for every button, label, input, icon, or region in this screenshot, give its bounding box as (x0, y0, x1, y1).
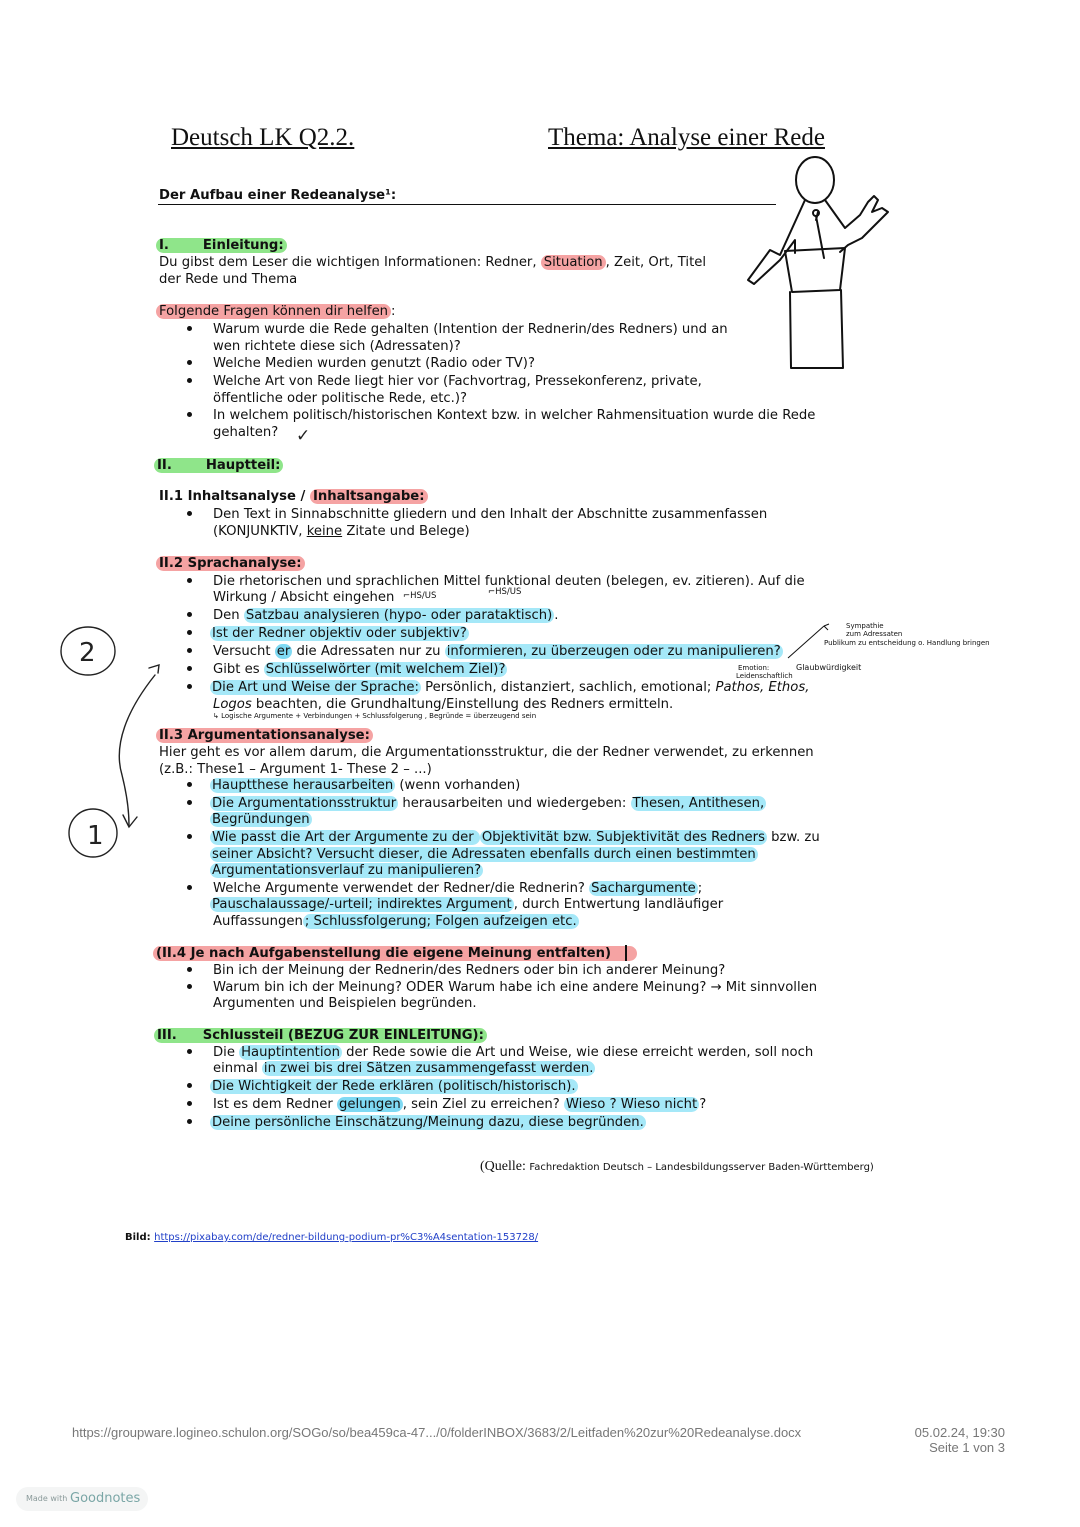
bullet (187, 360, 192, 365)
list-item-cont: wen richtete diese sich (Adressaten)? (213, 339, 461, 354)
handwritten-note: Publikum zu entscheidung o. Handlung bringen (824, 639, 990, 647)
bullet (187, 1119, 192, 1124)
list-item: Die Argumentationsstruktur herausarbeiten und wiedergeben: Thesen, Antithesen, (212, 796, 765, 811)
bullet (187, 834, 192, 839)
footer-path: https://groupware.logineo.schulon.org/SOGo/so/bea459ca-47.../0/folderINBOX/3683/2/Leitfaden%20zur%20Redeanalyse.docx (72, 1425, 802, 1440)
list-item: Die Wichtigkeit der Rede erklären (politisch/historisch). (212, 1079, 576, 1094)
list-item: Den Satzbau analysieren (hypo- oder parataktisch) . (213, 608, 559, 623)
paragraph-line: Hier geht es vor allem darum, die Argumentationsstruktur, die der Redner verwendet, zu erkennen (159, 745, 814, 760)
list-item-cont: einmal in zwei bis drei Sätzen zusammengefasst werden. (213, 1061, 594, 1076)
circle-1-label: 1 (87, 821, 104, 851)
bullet (187, 1049, 192, 1054)
list-item: Die Hauptintention der Rede sowie die Art und Weise, wie diese erreicht werden, soll noch (213, 1045, 814, 1060)
list-item-cont: gehalten? (213, 425, 279, 440)
list-item: Warum wurde die Rede gehalten (Intention der Rednerin/des Redners) und an (213, 322, 728, 337)
handwritten-note: zum Adressaten (846, 630, 903, 638)
section-heading: Der Aufbau einer Redeanalyse¹: (159, 188, 397, 203)
list-item: Gibt es Schlüsselwörter (mit welchem Ziel)? (213, 662, 506, 677)
topic-title: Thema: Analyse einer Rede (548, 124, 825, 151)
section-number: I. (159, 238, 169, 253)
list-item-cont: öffentliche oder politische Rede, etc.)? (213, 391, 468, 406)
bullet (187, 1083, 192, 1088)
handwritten-markings (55, 615, 165, 865)
handwritten-note: ↳ Logische Argumente + Verbindungen + Schlussfolgerung , Begründe = überzeugend sein (213, 712, 537, 720)
list-item: Den Text in Sinnabschnitte gliedern und den Inhalt der Abschnitte zusammenfassen (213, 507, 768, 522)
list-item: Warum bin ich der Meinung? ODER Warum habe ich eine andere Meinung? → Mit sinnvollen (213, 980, 818, 995)
image-credit: Bild: https://pixabay.com/de/redner-bildung-podium-pr%C3%A4sentation-153728/ (125, 1232, 539, 1243)
circle-2-label: 2 (79, 638, 96, 668)
speaker-podium-illustration (740, 150, 900, 410)
bullet (187, 511, 192, 516)
bullet (187, 612, 192, 617)
footer-page-number: Seite 1 von 3 (929, 1440, 1005, 1455)
bullet (187, 578, 192, 583)
list-item-cont: (KONJUNKTIV, keine Zitate und Belege) (213, 524, 470, 539)
goodnotes-badge: Made with Goodnotes (16, 1487, 148, 1511)
paragraph-line: Du gibst dem Leser die wichtigen Informationen: Redner, Situation , Zeit, Ort, Titel (159, 255, 707, 270)
list-item-cont: Logos beachten, die Grundhaltung/Einstellung des Redners ermitteln. (213, 697, 674, 712)
handwritten-note: Leidenschaftlich (736, 672, 793, 680)
subsection-heading: II.1 Inhaltsanalyse / Inhaltsangabe: (159, 488, 428, 505)
list-item-cont: Wirkung / Absicht eingehen (213, 590, 395, 605)
bullet (187, 684, 192, 689)
checkmark-icon: ✓ (296, 426, 311, 446)
section-label: Einleitung: (202, 238, 284, 253)
bullet (187, 782, 192, 787)
bullet (187, 800, 192, 805)
list-item-cont: Argumenten und Beispielen begründen. (213, 996, 477, 1011)
heading-underline (158, 204, 776, 205)
bullet (187, 666, 192, 671)
bullet (187, 630, 192, 635)
list-item: In welchem politisch/historischen Kontext bzw. in welcher Rahmensituation wurde die Rede (213, 408, 816, 423)
list-item-cont: Begründungen (212, 812, 310, 827)
list-item: Welche Medien wurden genutzt (Radio oder TV)? (213, 356, 535, 371)
list-item: Die Art und Weise der Sprache: Persönlich, distanziert, sachlich, emotional; Pathos, Ethos, (212, 680, 810, 695)
subsection-heading: II.3 Argumentationsanalyse: (156, 727, 373, 744)
bullet (187, 885, 192, 890)
list-item-cont: seiner Absicht? Versucht dieser, die Adressaten ebenfalls durch einen bestimmten (212, 847, 756, 862)
list-item: Welche Argumente verwendet der Redner/die Rednerin? Sachargumente ; (213, 881, 703, 896)
einleitung-heading (156, 237, 287, 254)
list-item: Welche Art von Rede liegt hier vor (Fachvortrag, Pressekonferenz, private, (213, 374, 702, 389)
hauptteil-heading: II. Hauptteil: (154, 457, 283, 474)
list-item-cont: Pauschalaussage/-urteil; indirektes Argument , durch Entwertung landläufiger (212, 897, 724, 912)
subsection-heading: II.2 Sprachanalyse: (156, 555, 305, 572)
handwritten-note: Emotion: (738, 664, 770, 672)
list-item: Versucht er die Adressaten nur zu informieren, zu überzeugen oder zu manipulieren? (213, 644, 781, 659)
list-item: Die rhetorischen und sprachlichen Mittel funktional deuten (belegen, ev. zitieren). Auf die (213, 574, 805, 589)
list-item-cont: Argumentationsverlauf zu manipulieren? (212, 863, 482, 878)
bullet (187, 326, 192, 331)
list-item: Deine persönliche Einschätzung/Meinung dazu, diese begründen. (212, 1115, 644, 1130)
footer-datetime: 05.02.24, 19:30 (914, 1425, 1005, 1440)
handwritten-note: ⌐HS/US (403, 591, 437, 601)
source-citation: (Quelle: Fachredaktion Deutsch – Landesbildungsserver Baden-Württemberg) (480, 1159, 874, 1174)
questions-label: Folgende Fragen können dir helfen : (156, 303, 396, 320)
paragraph-line: (z.B.: These1 – Argument 1- These 2 – ...) (159, 762, 432, 777)
bullet (187, 984, 192, 989)
list-item: Hauptthese herausarbeiten (wenn vorhanden) (212, 778, 521, 793)
list-item: Wie passt die Art der Argumente zu der Objektivität bzw. Subjektivität des Redners bzw. zu (212, 830, 820, 845)
paragraph-line: der Rede und Thema (159, 272, 298, 287)
handwritten-note: Sympathie (846, 622, 884, 630)
schluss-heading: III. Schlussteil (BEZUG ZUR EINLEITUNG): (154, 1027, 487, 1044)
text-cursor (625, 945, 627, 961)
subsection-heading: (II.4 Je nach Aufgabenstellung die eigene Meinung entfalten) (153, 945, 637, 962)
handwritten-note: ⌐HS/US (488, 587, 522, 597)
list-item-cont: Auffassungen ; Schlussfolgerung; Folgen aufzeigen etc. (213, 914, 577, 929)
bullet (187, 1101, 192, 1106)
list-item: Bin ich der Meinung der Rednerin/des Redners oder bin ich anderer Meinung? (213, 963, 726, 978)
document-title: Deutsch LK Q2.2. (171, 124, 355, 151)
image-source-link[interactable]: https://pixabay.com/de/redner-bildung-podium-pr%C3%A4sentation-153728/ (154, 1232, 539, 1243)
list-item: Ist es dem Redner gelungen , sein Ziel zu erreichen? Wieso ? Wieso nicht ? (213, 1097, 707, 1112)
handwritten-note: Glaubwürdigkeit (796, 663, 862, 672)
bullet (187, 378, 192, 383)
list-item: Ist der Redner objektiv oder subjektiv? (212, 626, 467, 641)
bullet (187, 412, 192, 417)
bullet (187, 967, 192, 972)
bullet (187, 648, 192, 653)
